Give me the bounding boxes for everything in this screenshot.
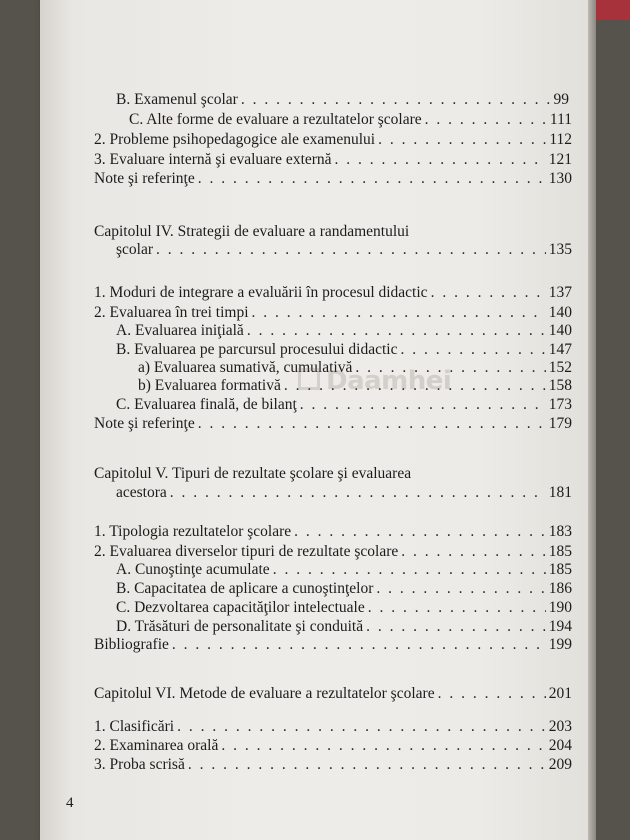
toc-leader-dots [177,718,546,736]
book-page [40,0,588,840]
toc-entry [94,737,572,755]
toc-leader-dots [241,91,551,109]
toc-entry [116,341,572,359]
toc-entry-label: Note şi referinţe [94,170,195,187]
toc-entry-label: 3. Evaluare internă şi evaluare externă [94,151,332,168]
toc-entry-page: 173 [548,396,572,413]
toc-entry-page: 209 [548,756,572,773]
toc-entry-label: 2. Evaluarea diverselor tipuri de rezultate şcolare [94,543,399,560]
toc-entry-label: 1. Moduri de integrare a evaluării în procesul didactic [94,284,428,301]
toc-entry-label: Note şi referinţe [94,415,195,432]
toc-leader-dots [247,322,546,340]
toc-entry [94,170,572,188]
toc-entry-page: 204 [548,737,572,754]
toc-leader-dots [156,241,546,259]
toc-leader-dots [198,170,546,188]
toc-entry-label: a) Evaluarea sumativă, cumulativă [138,359,353,376]
toc-entry [94,523,572,541]
watermark-box-icon [298,368,320,390]
toc-entry-label: şcolar [116,241,154,258]
toc-leader-dots [252,304,546,322]
toc-entry-label: 1. Clasificări [94,718,175,735]
toc-entry-page: 147 [548,341,572,358]
toc-entry-label: 2. Examinarea orală [94,737,219,754]
toc-entry-page: 140 [548,304,572,321]
toc-entry-page: 185 [548,561,572,578]
toc-leader-dots [431,284,546,302]
toc-entry-label: C. Alte forme de evaluare a rezultatelor şcolare [129,111,422,128]
toc-entry [94,304,572,322]
toc-entry [94,415,572,433]
toc-entry-label: 2. Probleme psihopedagogice ale examenului [94,131,376,148]
toc-leader-dots [172,636,546,654]
toc-entry-page: 186 [548,580,572,597]
toc-entry-page: 183 [548,523,572,540]
toc-entry [116,599,572,617]
page-edge [588,0,596,840]
red-cover-strip [596,0,630,20]
toc-entry [94,151,572,169]
toc-leader-dots [438,685,546,703]
toc-entry-page: 158 [548,377,572,394]
toc-entry-label: C. Dezvoltarea capacităţilor intelectuale [116,599,365,616]
toc-entry [129,111,572,129]
toc-entry-page: 111 [549,111,572,128]
toc-leader-dots [368,599,546,617]
toc-entry-label: B. Capacitatea de aplicare a cunoştinţelor [116,580,374,597]
toc-leader-dots [170,484,546,502]
toc-entry-page: 185 [548,543,572,560]
toc-entry [94,718,572,736]
toc-entry-label: 3. Proba scrisă [94,756,185,773]
toc-entry-page: 130 [548,170,572,187]
toc-entry [94,131,572,149]
toc-leader-dots [401,543,545,561]
page-number: 4 [66,795,74,811]
toc-entry-page: 203 [548,718,572,735]
toc-leader-dots [378,131,546,149]
table-of-contents [40,0,588,840]
toc-leader-dots [294,523,546,541]
toc-entry-label: C. Evaluarea finală, de bilanţ [116,396,297,413]
toc-entry-page: 152 [548,359,572,376]
toc-entry-label: A. Evaluarea iniţială [116,322,244,339]
toc-entry [116,322,572,340]
toc-entry-label: b) Evaluarea formativă [138,377,281,394]
toc-entry-page: 199 [548,636,572,653]
toc-entry [94,756,572,774]
toc-leader-dots [188,756,546,774]
toc-entry-label: B. Examenul şcolar [116,91,238,108]
chapter-4-heading: Capitolul IV. Strategii de evaluare a randamentului [94,223,410,240]
toc-entry [116,618,572,636]
toc-leader-dots [425,111,547,129]
toc-leader-dots [335,151,546,169]
toc-entry-page: 181 [548,484,572,501]
toc-entry [116,241,572,259]
toc-entry-label: acestora [116,484,167,501]
toc-leader-dots [400,341,545,359]
toc-entry-label: D. Trăsături de personalitate şi conduită [116,618,364,635]
toc-entry [94,284,572,302]
toc-entry-label: 2. Evaluarea în trei timpi [94,304,249,321]
toc-leader-dots [221,737,545,755]
toc-entry [94,636,572,654]
toc-entry [116,580,572,598]
toc-entry-page: 190 [548,599,572,616]
toc-leader-dots [376,580,545,598]
toc-entry-page: 194 [548,618,572,635]
toc-entry-page: 135 [548,241,572,258]
toc-entry [116,91,569,109]
toc-entry-page: 99 [553,91,569,108]
toc-leader-dots [366,618,546,636]
watermark-text: Daamhei [326,366,452,396]
toc-entry-page: 201 [548,685,572,702]
watermark-logo [298,362,452,402]
toc-entry-page: 112 [549,131,572,148]
toc-entry [116,484,572,502]
toc-entry-page: 140 [548,322,572,339]
toc-entry-label: Capitolul VI. Metode de evaluare a rezultatelor şcolare [94,685,435,702]
toc-entry-label: A. Cunoştinţe acumulate [116,561,270,578]
toc-entry-chapter-6 [94,685,572,703]
toc-entry-label: Bibliografie [94,636,169,653]
toc-entry-page: 121 [548,151,572,168]
toc-entry [94,543,572,561]
toc-entry-page: 137 [548,284,572,301]
toc-leader-dots [273,561,546,579]
toc-entry-label: B. Evaluarea pe parcursul procesului didactic [116,341,398,358]
toc-leader-dots [198,415,546,433]
toc-entry [116,561,572,579]
chapter-5-heading: Capitolul V. Tipuri de rezultate şcolare şi evaluarea [94,465,412,482]
toc-entry-page: 179 [548,415,572,432]
toc-entry-label: 1. Tipologia rezultatelor şcolare [94,523,292,540]
